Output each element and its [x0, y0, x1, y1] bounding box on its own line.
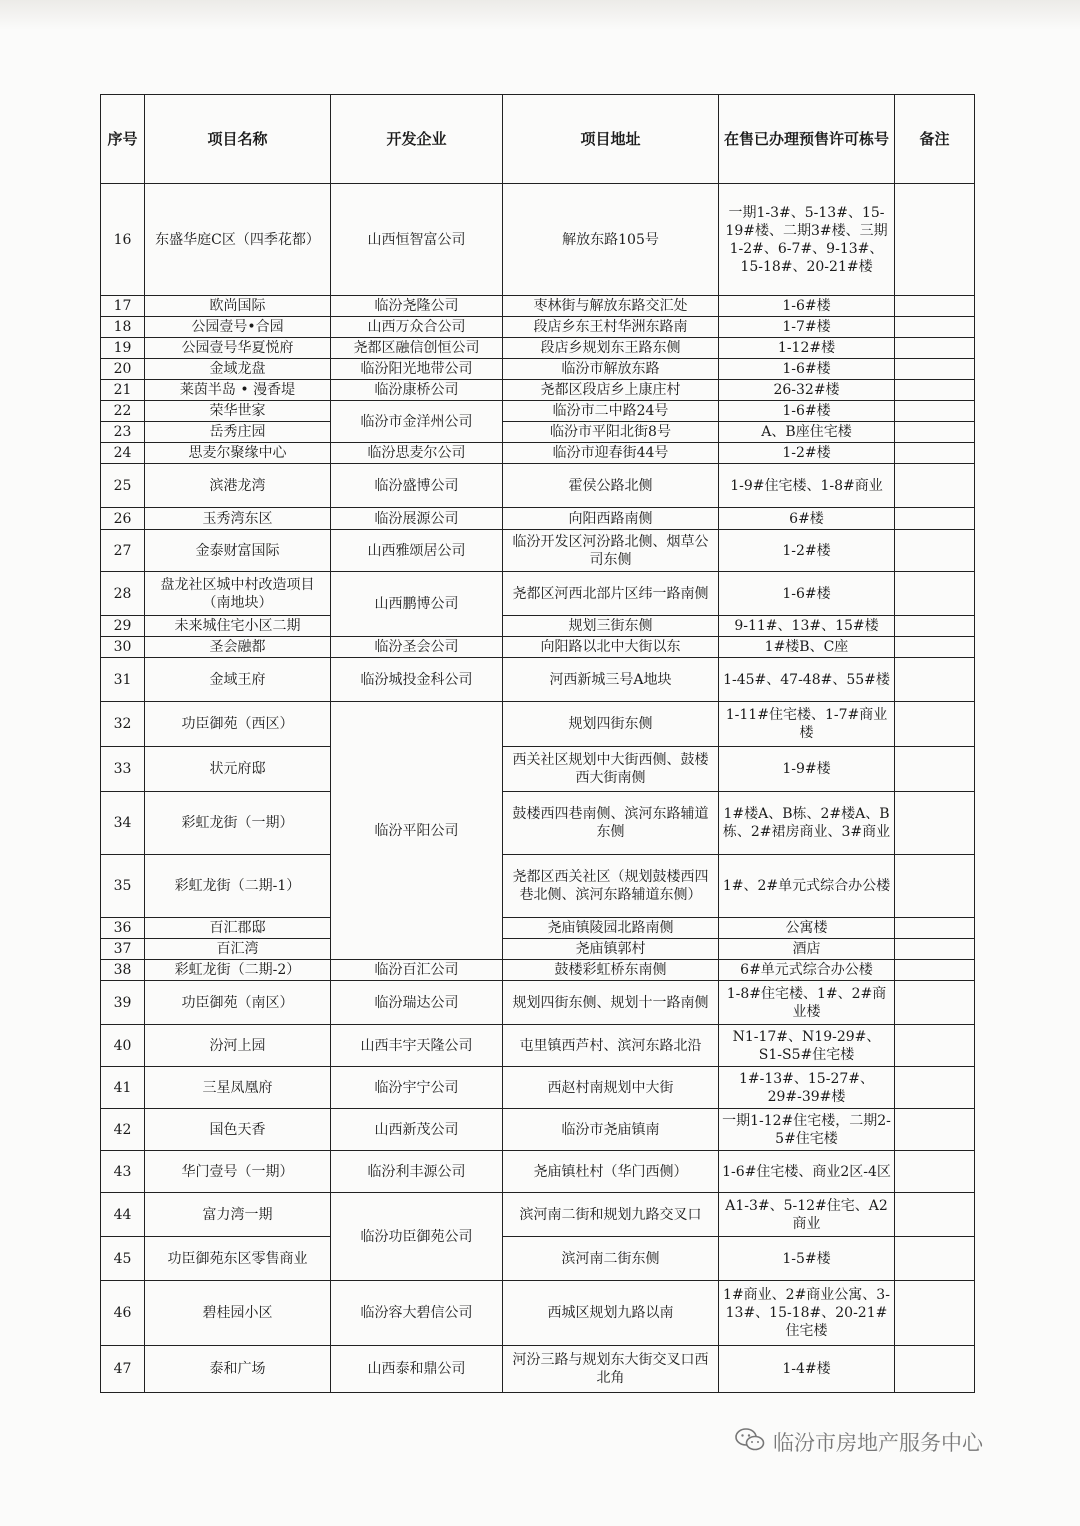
row-no: 26 [101, 508, 145, 530]
remarks [895, 464, 975, 508]
header-remarks: 备注 [895, 95, 975, 184]
project-name: 未来城住宅小区二期 [145, 616, 331, 637]
row-no: 38 [101, 960, 145, 981]
remarks [895, 981, 975, 1025]
developer: 临汾宇宁公司 [331, 1067, 503, 1109]
remarks [895, 296, 975, 317]
permit-buildings: 1-9#住宅楼、1-8#商业 [719, 464, 895, 508]
developer: 临汾圣会公司 [331, 637, 503, 658]
project-name: 金域龙盘 [145, 359, 331, 380]
project-address: 滨河南二街东侧 [503, 1237, 719, 1281]
permit-buildings: A、B座住宅楼 [719, 422, 895, 443]
remarks [895, 1151, 975, 1193]
table-row [101, 960, 975, 981]
permit-buildings: 1-6#楼 [719, 401, 895, 422]
remarks [895, 572, 975, 616]
project-address: 临汾市解放东路 [503, 359, 719, 380]
project-address: 向阳西路南侧 [503, 508, 719, 530]
project-name: 彩虹龙街（二期-1） [145, 855, 331, 918]
table-row [101, 508, 975, 530]
table-row [101, 338, 975, 359]
remarks [895, 616, 975, 637]
permit-buildings: 1#、2#单元式综合办公楼 [719, 855, 895, 918]
project-address: 尧都区西关社区（规划鼓楼西四巷北侧、滨河东路辅道东侧） [503, 855, 719, 918]
remarks [895, 422, 975, 443]
remarks [895, 317, 975, 338]
remarks [895, 1281, 975, 1346]
row-no: 35 [101, 855, 145, 918]
remarks [895, 1109, 975, 1151]
row-no: 42 [101, 1109, 145, 1151]
project-address: 屯里镇西芦村、滨河东路北沿 [503, 1025, 719, 1067]
row-no: 32 [101, 702, 145, 747]
project-name: 圣会融都 [145, 637, 331, 658]
project-name: 百汇湾 [145, 939, 331, 960]
presale-permit-table [100, 94, 975, 1393]
project-name: 金泰财富国际 [145, 530, 331, 572]
row-no: 44 [101, 1193, 145, 1237]
permit-buildings: 1-6#楼 [719, 296, 895, 317]
remarks [895, 637, 975, 658]
permit-buildings: 一期1-12#住宅楼，二期2-5#住宅楼 [719, 1109, 895, 1151]
row-no: 27 [101, 530, 145, 572]
project-address: 向阳路以北中大街以东 [503, 637, 719, 658]
wechat-account-watermark [735, 1428, 1055, 1456]
remarks [895, 184, 975, 296]
row-no: 45 [101, 1237, 145, 1281]
header-permit-buildings: 在售已办理预售许可栋号 [719, 95, 895, 184]
table-row [101, 296, 975, 317]
developer: 山西恒智富公司 [331, 184, 503, 296]
row-no: 39 [101, 981, 145, 1025]
developer: 临汾利丰源公司 [331, 1151, 503, 1193]
permit-buildings: 1-9#楼 [719, 747, 895, 792]
remarks [895, 508, 975, 530]
permit-buildings: A1-3#、5-12#住宅、A2商业 [719, 1193, 895, 1237]
developer: 临汾展源公司 [331, 508, 503, 530]
developer: 临汾思麦尔公司 [331, 443, 503, 464]
project-name: 碧桂园小区 [145, 1281, 331, 1346]
row-no: 31 [101, 658, 145, 702]
project-name: 泰和广场 [145, 1346, 331, 1393]
project-name: 彩虹龙街（一期） [145, 792, 331, 855]
permit-buildings: 酒店 [719, 939, 895, 960]
developer: 山西雅颂居公司 [331, 530, 503, 572]
permit-buildings: 1-11#住宅楼、1-7#商业楼 [719, 702, 895, 747]
table-row [101, 530, 975, 572]
remarks [895, 359, 975, 380]
table-row [101, 380, 975, 401]
project-address: 枣林街与解放东路交汇处 [503, 296, 719, 317]
permit-buildings: 1-2#楼 [719, 530, 895, 572]
permit-buildings: 1-4#楼 [719, 1346, 895, 1393]
remarks [895, 960, 975, 981]
developer: 临汾百汇公司 [331, 960, 503, 981]
remarks [895, 1346, 975, 1393]
project-name: 滨港龙湾 [145, 464, 331, 508]
project-name: 岳秀庄园 [145, 422, 331, 443]
remarks [895, 855, 975, 918]
developer: 山西万众合公司 [331, 317, 503, 338]
table-row [101, 1025, 975, 1067]
table-row [101, 1109, 975, 1151]
remarks [895, 530, 975, 572]
project-address: 段店乡东王村华洲东路南 [503, 317, 719, 338]
developer: 临汾尧隆公司 [331, 296, 503, 317]
remarks [895, 702, 975, 747]
permit-buildings: 1#楼B、C座 [719, 637, 895, 658]
header-developer: 开发企业 [331, 95, 503, 184]
developer: 临汾城投金科公司 [331, 658, 503, 702]
remarks [895, 1067, 975, 1109]
permit-buildings: 1#楼A、B栋、2#楼A、B栋、2#裙房商业、3#商业 [719, 792, 895, 855]
project-name: 东盛华庭C区（四季花都） [145, 184, 331, 296]
remarks [895, 939, 975, 960]
project-address: 临汾市二中路24号 [503, 401, 719, 422]
developer: 尧都区融信创恒公司 [331, 338, 503, 359]
permit-buildings: 公寓楼 [719, 918, 895, 939]
permit-buildings: 1-6#住宅楼、商业2区-4区 [719, 1151, 895, 1193]
page-edge-shadow [0, 0, 1080, 30]
project-address: 尧庙镇郭村 [503, 939, 719, 960]
table-row [101, 1281, 975, 1346]
table-row [101, 616, 975, 637]
developer: 临汾功臣御苑公司 [331, 1193, 503, 1281]
table-row [101, 443, 975, 464]
project-address: 规划四街东侧、规划十一路南侧 [503, 981, 719, 1025]
project-address: 解放东路105号 [503, 184, 719, 296]
remarks [895, 1025, 975, 1067]
row-no: 46 [101, 1281, 145, 1346]
project-address: 西赵村南规划中大街 [503, 1067, 719, 1109]
project-address: 鼓楼彩虹桥东南侧 [503, 960, 719, 981]
table-row [101, 401, 975, 422]
project-address: 滨河南二街和规划九路交叉口 [503, 1193, 719, 1237]
header-project-name: 项目名称 [145, 95, 331, 184]
row-no: 34 [101, 792, 145, 855]
row-no: 41 [101, 1067, 145, 1109]
remarks [895, 747, 975, 792]
row-no: 30 [101, 637, 145, 658]
project-address: 河西新城三号A地块 [503, 658, 719, 702]
developer: 临汾阳光地带公司 [331, 359, 503, 380]
project-address: 规划四街东侧 [503, 702, 719, 747]
table-row [101, 1067, 975, 1109]
table-row [101, 918, 975, 939]
project-name: 盘龙社区城中村改造项目（南地块） [145, 572, 331, 616]
remarks [895, 792, 975, 855]
developer: 山西新茂公司 [331, 1109, 503, 1151]
permit-buildings: 1-6#楼 [719, 359, 895, 380]
remarks [895, 918, 975, 939]
project-address: 规划三街东侧 [503, 616, 719, 637]
project-name: 三星凤凰府 [145, 1067, 331, 1109]
table-row [101, 1237, 975, 1281]
row-no: 24 [101, 443, 145, 464]
permit-buildings: 1#-13#、15-27#、29#-39#楼 [719, 1067, 895, 1109]
table-row [101, 658, 975, 702]
table-row [101, 184, 975, 296]
row-no: 33 [101, 747, 145, 792]
permit-buildings: 1-5#楼 [719, 1237, 895, 1281]
developer: 山西鹏博公司 [331, 572, 503, 637]
row-no: 19 [101, 338, 145, 359]
project-name: 玉秀湾东区 [145, 508, 331, 530]
account-name: 临汾市房地产服务中心 [773, 1431, 983, 1455]
row-no: 23 [101, 422, 145, 443]
developer: 山西泰和鼎公司 [331, 1346, 503, 1393]
project-name: 荣华世家 [145, 401, 331, 422]
row-no: 47 [101, 1346, 145, 1393]
remarks [895, 658, 975, 702]
project-address: 西关社区规划中大街西侧、鼓楼西大街南侧 [503, 747, 719, 792]
developer: 临汾市金洋州公司 [331, 401, 503, 443]
table-row [101, 702, 975, 747]
permit-buildings: 6#楼 [719, 508, 895, 530]
permit-buildings: 1-7#楼 [719, 317, 895, 338]
project-address: 尧庙镇陵园北路南侧 [503, 918, 719, 939]
project-name: 功臣御苑（南区） [145, 981, 331, 1025]
table-row [101, 317, 975, 338]
permit-buildings: 1-6#楼 [719, 572, 895, 616]
remarks [895, 1193, 975, 1237]
project-name: 欧尚国际 [145, 296, 331, 317]
project-name: 莱茵半岛 • 漫香堤 [145, 380, 331, 401]
wechat-icon [735, 1427, 765, 1458]
project-address: 临汾开发区河汾路北侧、烟草公司东侧 [503, 530, 719, 572]
permit-buildings: 9-11#、13#、15#楼 [719, 616, 895, 637]
table-row [101, 939, 975, 960]
table-row [101, 1346, 975, 1393]
table-row [101, 359, 975, 380]
row-no: 37 [101, 939, 145, 960]
row-no: 16 [101, 184, 145, 296]
project-address: 尧庙镇杜村（华门西侧） [503, 1151, 719, 1193]
row-no: 25 [101, 464, 145, 508]
project-name: 公园壹号•合园 [145, 317, 331, 338]
remarks [895, 443, 975, 464]
remarks [895, 338, 975, 359]
row-no: 28 [101, 572, 145, 616]
project-address: 临汾市尧庙镇南 [503, 1109, 719, 1151]
project-address: 临汾市平阳北街8号 [503, 422, 719, 443]
project-name: 国色天香 [145, 1109, 331, 1151]
table-row [101, 464, 975, 508]
remarks [895, 1237, 975, 1281]
permit-buildings: 一期1-3#、5-13#、15-19#楼、二期3#楼、三期1-2#、6-7#、9-13#、15-18#、20-21#楼 [719, 184, 895, 296]
project-name: 功臣御苑（西区） [145, 702, 331, 747]
table-row [101, 1193, 975, 1237]
table-row [101, 855, 975, 918]
project-address: 尧都区河西北部片区纬一路南侧 [503, 572, 719, 616]
project-name: 功臣御苑东区零售商业 [145, 1237, 331, 1281]
project-name: 金域王府 [145, 658, 331, 702]
project-name: 公园壹号华夏悦府 [145, 338, 331, 359]
permit-buildings: 26-32#楼 [719, 380, 895, 401]
row-no: 40 [101, 1025, 145, 1067]
project-address: 西城区规划九路以南 [503, 1281, 719, 1346]
table-row [101, 1151, 975, 1193]
project-name: 思麦尔聚缘中心 [145, 443, 331, 464]
developer: 临汾平阳公司 [331, 702, 503, 960]
project-name: 百汇郡邸 [145, 918, 331, 939]
table-row [101, 981, 975, 1025]
row-no: 36 [101, 918, 145, 939]
developer: 临汾瑞达公司 [331, 981, 503, 1025]
project-address: 河汾三路与规划东大街交叉口西北角 [503, 1346, 719, 1393]
header-project-address: 项目地址 [503, 95, 719, 184]
project-address: 霍侯公路北侧 [503, 464, 719, 508]
row-no: 18 [101, 317, 145, 338]
project-address: 段店乡规划东王路东侧 [503, 338, 719, 359]
row-no: 43 [101, 1151, 145, 1193]
project-address: 鼓楼西四巷南侧、滨河东路辅道东侧 [503, 792, 719, 855]
developer: 临汾盛博公司 [331, 464, 503, 508]
project-name: 状元府邸 [145, 747, 331, 792]
permit-buildings: 6#单元式综合办公楼 [719, 960, 895, 981]
permit-buildings: 1-2#楼 [719, 443, 895, 464]
developer: 临汾容大碧信公司 [331, 1281, 503, 1346]
developer: 山西丰宇天隆公司 [331, 1025, 503, 1067]
permit-buildings: 1-45#、47-48#、55#楼 [719, 658, 895, 702]
project-address: 临汾市迎春街44号 [503, 443, 719, 464]
table-row [101, 572, 975, 616]
row-no: 17 [101, 296, 145, 317]
developer: 临汾康桥公司 [331, 380, 503, 401]
project-name: 彩虹龙街（二期-2） [145, 960, 331, 981]
row-no: 22 [101, 401, 145, 422]
project-name: 汾河上园 [145, 1025, 331, 1067]
remarks [895, 380, 975, 401]
permit-buildings: N1-17#、N19-29#、S1-S5#住宅楼 [719, 1025, 895, 1067]
project-name: 华门壹号（一期） [145, 1151, 331, 1193]
table-row [101, 422, 975, 443]
project-address: 尧都区段店乡上康庄村 [503, 380, 719, 401]
permit-buildings: 1#商业、2#商业公寓、3-13#、15-18#、20-21#住宅楼 [719, 1281, 895, 1346]
table-row [101, 747, 975, 792]
project-name: 富力湾一期 [145, 1193, 331, 1237]
permit-buildings: 1-12#楼 [719, 338, 895, 359]
row-no: 21 [101, 380, 145, 401]
remarks [895, 401, 975, 422]
row-no: 29 [101, 616, 145, 637]
permit-buildings: 1-8#住宅楼、1#、2#商业楼 [719, 981, 895, 1025]
table-row [101, 792, 975, 855]
header-no: 序号 [101, 95, 145, 184]
table-row [101, 637, 975, 658]
table-header-row [101, 95, 975, 184]
row-no: 20 [101, 359, 145, 380]
